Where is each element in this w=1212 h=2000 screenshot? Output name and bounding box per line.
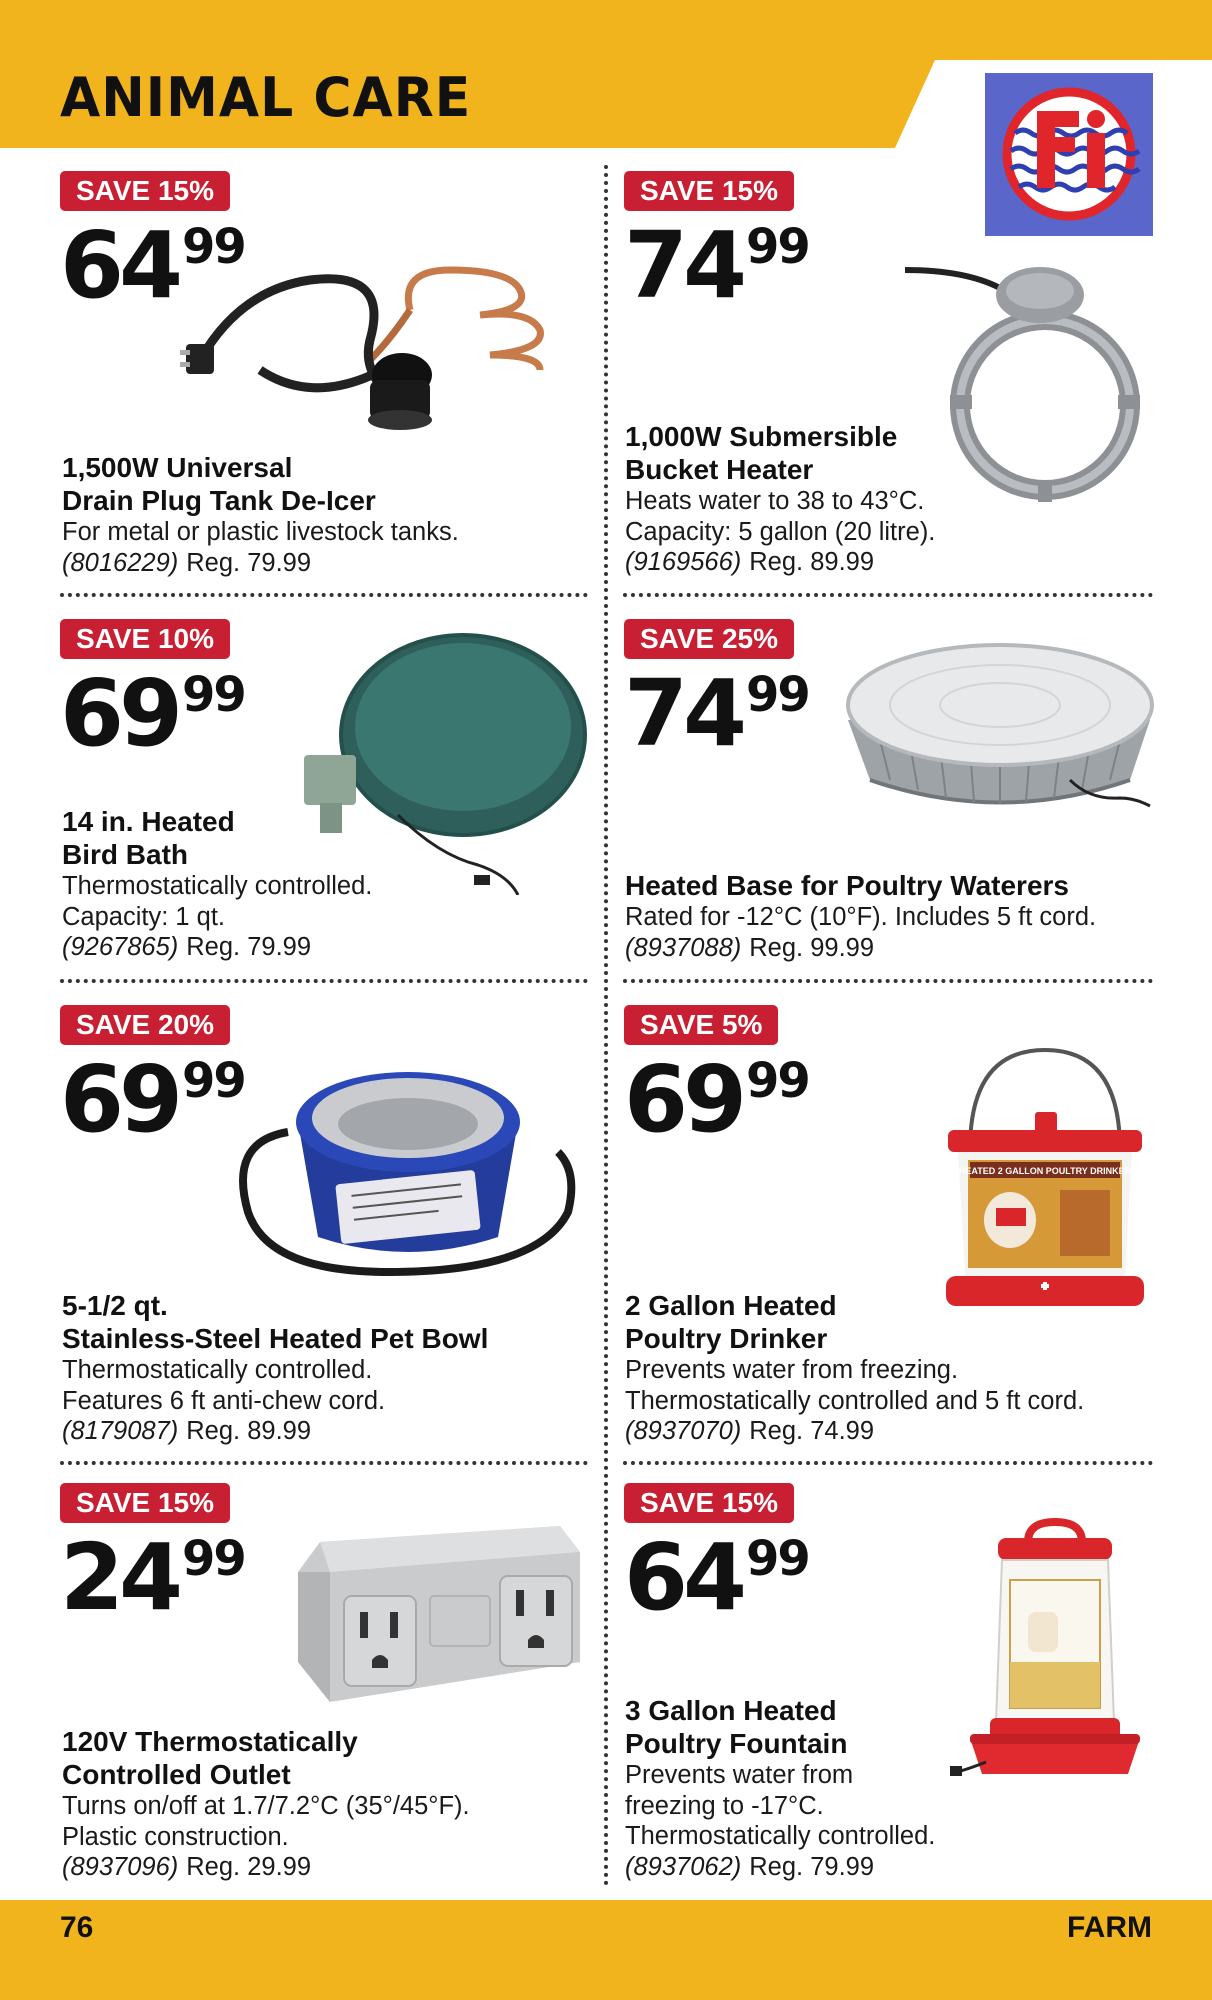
price-dollars: 69	[624, 1046, 743, 1153]
heated-base-icon	[840, 630, 1160, 830]
sku-line	[62, 1852, 582, 1883]
store-logo	[985, 73, 1153, 236]
price-cents: 99	[182, 219, 245, 275]
sale-price	[60, 1046, 245, 1153]
product-name: Bird Bath	[62, 839, 188, 870]
save-badge: SAVE 15%	[60, 171, 230, 211]
regular-price: Reg. 99.99	[749, 933, 875, 962]
save-badge: SAVE 20%	[60, 1005, 230, 1045]
page-number: 76	[60, 1911, 94, 1944]
product-name: Controlled Outlet	[62, 1759, 291, 1790]
product-name: Drain Plug Tank De-Icer	[62, 485, 376, 516]
price-dollars: 64	[624, 1524, 743, 1631]
product-description: Capacity: 5 gallon (20 litre).	[625, 517, 936, 546]
product-name: Heated Base for Poultry Waterers	[625, 870, 1069, 901]
row-divider	[623, 593, 1153, 597]
product-info	[625, 1694, 1145, 1882]
product-name: 1,000W Submersible	[625, 421, 898, 452]
sale-price	[624, 660, 809, 767]
sale-price	[624, 1046, 809, 1153]
price-cents: 99	[182, 1053, 245, 1109]
regular-price: Reg. 29.99	[186, 1853, 312, 1881]
price-dollars: 69	[60, 1046, 179, 1153]
pet-bowl-icon	[228, 1052, 588, 1282]
price-cents: 99	[746, 1053, 809, 1109]
column-divider	[604, 165, 608, 1887]
product-description: Thermostatically controlled.	[62, 1356, 373, 1384]
product-info	[625, 420, 1145, 578]
save-badge: SAVE 25%	[624, 619, 794, 659]
product-name: 3 Gallon Heated	[625, 1695, 837, 1726]
product-name: Poultry Fountain	[625, 1728, 848, 1759]
sku-number: (9169566)	[625, 548, 742, 576]
product-info	[625, 1289, 1145, 1447]
price-cents: 99	[182, 667, 245, 723]
row-divider	[60, 1461, 588, 1465]
price-dollars: 64	[60, 212, 179, 319]
product-name: Bucket Heater	[625, 454, 814, 485]
product-description: Turns on/off at 1.7/7.2°C (35°/45°F).	[62, 1792, 470, 1820]
sku-number: (8016229)	[62, 548, 179, 577]
product-name: Poultry Drinker	[625, 1323, 828, 1354]
price-cents: 99	[746, 667, 809, 723]
sale-price	[624, 212, 809, 319]
sku-line	[62, 548, 582, 579]
row-divider	[623, 979, 1153, 983]
poultry-drinker-icon	[940, 1040, 1150, 1330]
drinker-label-text: HEATED 2 GALLON POULTRY DRINKER	[958, 1166, 1132, 1176]
sku-line	[625, 1416, 1145, 1447]
product-info	[62, 1289, 582, 1447]
product-info	[62, 451, 582, 578]
footer-section-label: FARM	[1067, 1911, 1152, 1944]
sale-price	[60, 660, 245, 767]
product-description: Prevents water from freezing.	[625, 1356, 959, 1384]
product-description: Heats water to 38 to 43°C.	[625, 487, 925, 515]
page-footer	[0, 1900, 1212, 2000]
sku-line	[62, 1416, 582, 1447]
regular-price: Reg. 89.99	[749, 548, 875, 576]
row-divider	[60, 979, 588, 983]
regular-price: Reg. 79.99	[749, 1852, 875, 1881]
product-description: Capacity: 1 qt.	[62, 902, 225, 931]
save-badge: SAVE 15%	[624, 1483, 794, 1523]
save-badge: SAVE 5%	[624, 1005, 778, 1045]
sku-number: (8937088)	[625, 933, 742, 962]
price-dollars: 74	[624, 660, 743, 767]
product-name: 2 Gallon Heated	[625, 1290, 837, 1321]
sku-number: (8937096)	[62, 1853, 179, 1881]
sku-number: (8937062)	[625, 1852, 742, 1881]
thermo-outlet-icon	[290, 1512, 590, 1712]
price-cents: 99	[746, 1531, 809, 1587]
sku-number: (8937070)	[625, 1417, 742, 1445]
regular-price: Reg. 79.99	[186, 548, 312, 577]
regular-price: Reg. 89.99	[186, 1417, 312, 1445]
sku-number: (9267865)	[62, 933, 179, 961]
save-badge: SAVE 10%	[60, 619, 230, 659]
save-badge: SAVE 15%	[624, 171, 794, 211]
sku-number: (8179087)	[62, 1417, 179, 1445]
product-description: Thermostatically controlled and 5 ft cord.	[625, 1386, 1085, 1415]
section-title: ANIMAL CARE	[60, 66, 472, 130]
tank-de-icer-icon	[180, 250, 600, 450]
sale-price	[60, 1524, 245, 1631]
product-name: 120V Thermostatically	[62, 1726, 358, 1757]
sku-line	[62, 932, 582, 963]
price-dollars: 74	[624, 212, 743, 319]
product-name: 5-1/2 qt.	[62, 1290, 168, 1321]
product-description: For metal or plastic livestock tanks.	[62, 518, 459, 546]
product-description: Plastic construction.	[62, 1822, 289, 1851]
sale-price	[624, 1524, 809, 1631]
price-dollars: 69	[60, 660, 179, 767]
product-description: Thermostatically controlled.	[62, 872, 373, 900]
sku-line	[625, 1852, 1145, 1883]
product-info	[62, 805, 582, 963]
product-info	[62, 1725, 582, 1883]
product-name: Stainless-Steel Heated Pet Bowl	[62, 1323, 489, 1354]
product-description: Rated for -12°C (10°F). Includes 5 ft cord.	[625, 903, 1097, 931]
product-info	[625, 869, 1145, 963]
product-description: freezing to -17°C.	[625, 1791, 824, 1820]
product-description: Features 6 ft anti-chew cord.	[62, 1386, 386, 1415]
price-cents: 99	[746, 219, 809, 275]
row-divider	[623, 1461, 1153, 1465]
product-name: 1,500W Universal	[62, 452, 293, 483]
product-description: Thermostatically controlled.	[625, 1822, 936, 1850]
row-divider	[60, 593, 588, 597]
sku-line	[625, 547, 1145, 578]
regular-price: Reg. 74.99	[749, 1417, 875, 1445]
price-cents: 99	[182, 1531, 245, 1587]
product-name: 14 in. Heated	[62, 806, 235, 837]
sku-line	[625, 933, 1145, 964]
product-description: Prevents water from	[625, 1761, 854, 1789]
logo-icon	[985, 73, 1153, 236]
save-badge: SAVE 15%	[60, 1483, 230, 1523]
price-dollars: 24	[60, 1524, 179, 1631]
regular-price: Reg. 79.99	[186, 933, 312, 961]
